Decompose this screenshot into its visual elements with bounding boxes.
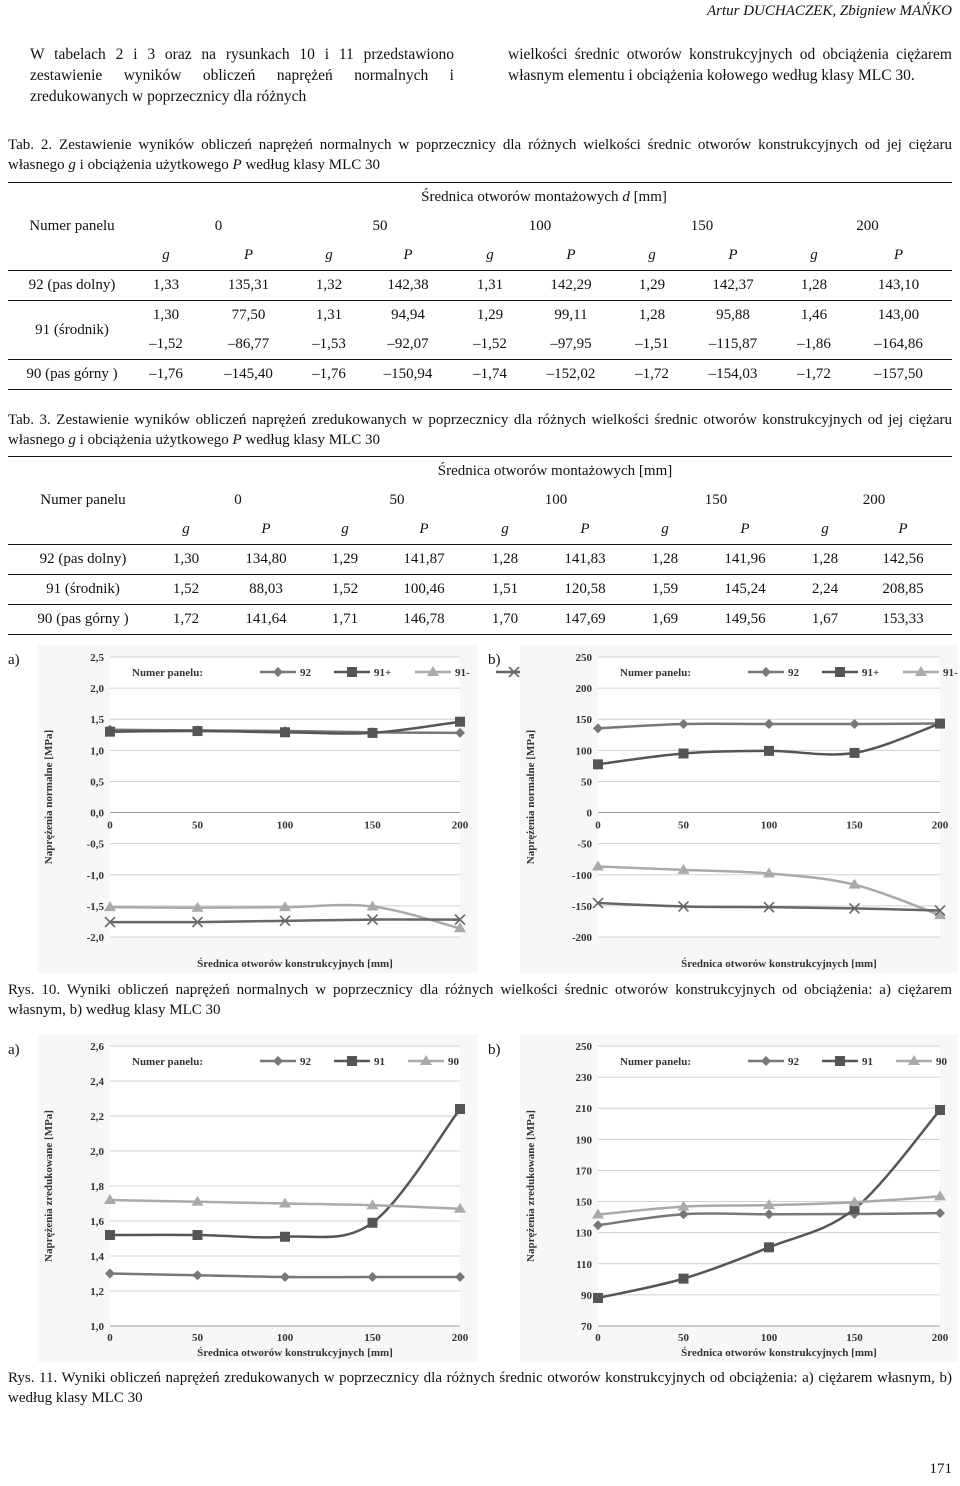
y-tick-label: 130 <box>575 1227 592 1240</box>
table-row <box>8 330 952 360</box>
y-tick-label: 1,5 <box>90 714 104 727</box>
data-point-91 <box>935 1105 945 1115</box>
cell: –164,86 <box>845 330 952 360</box>
fig10-letter-b: b) <box>488 652 501 668</box>
x-axis-label: Średnica otworów konstrukcyjnych [mm] <box>681 958 877 970</box>
cell: 142,56 <box>854 545 952 575</box>
legend-entry: 90 <box>936 1056 947 1068</box>
chart-svg <box>520 645 958 973</box>
y-tick-label: 2,0 <box>90 683 104 696</box>
x-tick-label: 50 <box>678 819 689 832</box>
cell: 1,52 <box>318 575 372 605</box>
cell: –154,03 <box>683 360 783 390</box>
cell: 99,11 <box>554 307 588 323</box>
y-tick-label: 2,0 <box>90 1146 104 1158</box>
tab3-load-p: P <box>214 515 318 545</box>
tab2-load-p: P <box>683 241 783 271</box>
tab3-load-g: g <box>476 515 534 545</box>
y-tick-label: 2,2 <box>90 1111 104 1123</box>
tab2-diameter: 0 <box>214 218 223 234</box>
tab2-diameter: 50 <box>372 218 388 234</box>
tab3-load-p: P <box>372 515 476 545</box>
cell: 141,96 <box>694 545 796 575</box>
cell: 1,46 <box>800 307 828 323</box>
cell: 1,30 <box>152 307 180 323</box>
data-point-91 <box>105 1230 115 1240</box>
legend-title: Numer panelu: <box>132 1056 203 1068</box>
legend-marker <box>835 1056 845 1066</box>
cell: 135,31 <box>196 271 301 301</box>
tab2-load-p: P <box>845 241 952 271</box>
row-label: 91 (środnik) <box>8 301 136 360</box>
legend-marker <box>835 667 845 677</box>
cell: 208,85 <box>854 575 952 605</box>
tab2-diameter: 150 <box>690 218 714 234</box>
cell: 1,31 <box>459 271 521 301</box>
data-point-91 <box>593 1293 603 1303</box>
data-point-91+ <box>679 748 689 758</box>
cell: 147,69 <box>534 605 636 635</box>
y-tick-label: 2,5 <box>90 652 104 664</box>
tab3-row-header: Numer panelu <box>40 492 126 508</box>
cell: 1,30 <box>158 545 214 575</box>
y-tick-label: 90 <box>581 1289 592 1302</box>
row-label: 90 (pas górny ) <box>8 605 158 635</box>
cell: –1,76 <box>136 360 196 390</box>
cell: 143,00 <box>877 307 920 323</box>
x-tick-label: 150 <box>364 1332 381 1344</box>
cell: 141,64 <box>214 605 318 635</box>
tab3-diameter: 100 <box>544 492 568 508</box>
cell: 1,71 <box>318 605 372 635</box>
data-point-91+ <box>105 727 115 737</box>
data-point-91 <box>280 1232 290 1242</box>
y-tick-label: -1,5 <box>86 900 104 913</box>
x-tick-label: 0 <box>107 819 113 832</box>
legend-entry: 91- <box>943 667 958 679</box>
cell: 1,70 <box>476 605 534 635</box>
cell: 145,24 <box>694 575 796 605</box>
y-tick-label: -0,5 <box>86 838 104 851</box>
tab3-load-p: P <box>534 515 636 545</box>
intro-left-column: W tabelach 2 i 3 oraz na rysunkach 10 i 11 przedstawiono zestawienie wyników obliczeń naprężeń normalnych i zredukowanych w poprzecznicy dla różnych <box>30 46 454 105</box>
tab3-load-g: g <box>158 515 214 545</box>
y-tick-label: 50 <box>581 776 592 789</box>
tab2-load-p: P <box>521 241 621 271</box>
cell: –1,53 <box>301 330 357 360</box>
cell: 1,28 <box>638 307 666 323</box>
y-tick-label: 250 <box>575 652 592 664</box>
tab3-group-header: Średnica otworów montażowych [mm] <box>158 457 952 487</box>
y-tick-label: 2,4 <box>90 1076 104 1088</box>
tab2-load-p: P <box>357 241 459 271</box>
cell: 142,29 <box>521 271 621 301</box>
cell: 1,72 <box>158 605 214 635</box>
cell: 1,29 <box>621 271 683 301</box>
y-tick-label: 200 <box>575 683 592 696</box>
x-tick-label: 200 <box>451 1332 469 1344</box>
cell: 1,31 <box>315 307 343 323</box>
tab3-load-g: g <box>796 515 854 545</box>
legend-title: Numer panelu: <box>620 667 691 679</box>
legend-entry: 91 <box>374 1056 385 1068</box>
tab2-row-header: Numer panelu <box>29 218 115 234</box>
tab3-diameter: 150 <box>704 492 728 508</box>
x-tick-label: 100 <box>276 819 294 832</box>
x-tick-label: 150 <box>846 1332 863 1344</box>
legend-entry: 91+ <box>862 667 880 679</box>
x-tick-label: 50 <box>678 1332 689 1344</box>
y-tick-label: 250 <box>575 1041 592 1053</box>
tab2-load-g: g <box>783 241 845 271</box>
cell: 1,29 <box>318 545 372 575</box>
cell: –1,51 <box>621 330 683 360</box>
y-tick-label: 190 <box>575 1134 592 1147</box>
data-point-91+ <box>593 759 603 769</box>
cell: 149,56 <box>694 605 796 635</box>
table-row <box>8 271 952 301</box>
cell: 142,38 <box>357 271 459 301</box>
chart-fig10b <box>520 645 958 973</box>
legend-entry: 91+ <box>374 667 392 679</box>
y-tick-label: -1,0 <box>86 869 104 882</box>
cell: 1,33 <box>136 271 196 301</box>
y-tick-label: 100 <box>575 745 592 758</box>
data-point-91+ <box>193 726 203 736</box>
row-label: 90 (pas górny ) <box>8 360 136 390</box>
x-axis-label: Średnica otworów konstrukcyjnych [mm] <box>197 958 393 970</box>
cell: 1,52 <box>158 575 214 605</box>
cell: 146,78 <box>372 605 476 635</box>
cell: 141,87 <box>372 545 476 575</box>
cell: 142,37 <box>683 271 783 301</box>
y-tick-label: -200 <box>571 932 592 944</box>
y-tick-label: 210 <box>575 1103 592 1116</box>
row-label: 92 (pas dolny) <box>8 271 136 301</box>
running-header: Artur DUCHACZEK, Zbigniew MAŃKO <box>706 3 952 19</box>
y-tick-label: -50 <box>577 838 592 851</box>
cell: 1,59 <box>636 575 694 605</box>
cell: 1,28 <box>783 271 845 301</box>
page-number: 171 <box>929 1461 952 1477</box>
tab2-caption: Tab. 2. Zestawienie wyników obliczeń naprężeń normalnych w poprzecznicy dla różnych wielkości średnic otworów konstrukcyjnych od jej ciężaru własnego g i obciążenia użytkowego P według klasy MLC 30 <box>8 137 952 173</box>
cell: –1,76 <box>301 360 357 390</box>
table-row <box>8 605 952 635</box>
tab2-load-g: g <box>621 241 683 271</box>
legend-title: Numer panelu: <box>620 1056 691 1068</box>
y-tick-label: 70 <box>581 1321 592 1333</box>
y-tick-label: 110 <box>576 1258 592 1271</box>
x-axis-label: Średnica otworów konstrukcyjnych [mm] <box>681 1347 877 1359</box>
y-axis-label: Naprężenia normalne [MPa] <box>525 729 537 865</box>
cell: 120,58 <box>534 575 636 605</box>
y-tick-label: -100 <box>571 869 592 882</box>
tab3-caption: Tab. 3. Zestawienie wyników obliczeń naprężeń zredukowanych w poprzecznicy dla różnych wielkości średnic otworów konstrukcyjnych od jej ciężaru własnego g i obciążenia użytkowego P według klasy MLC 30 <box>8 412 952 448</box>
cell: –97,95 <box>521 330 621 360</box>
table-row <box>8 575 952 605</box>
cell: 1,32 <box>301 271 357 301</box>
cell: –1,52 <box>459 330 521 360</box>
cell: 1,69 <box>636 605 694 635</box>
y-tick-label: 0,0 <box>90 807 104 820</box>
tab3-diameter: 0 <box>234 492 242 508</box>
chart-svg <box>520 1034 958 1362</box>
x-tick-label: 200 <box>931 1332 949 1344</box>
fig10-caption-text: Rys. 10. Wyniki obliczeń naprężeń normalnych w poprzecznicy dla różnych wielkości średnic otworów konstrukcyjnych od obciążenia: a) ciężarem własnym, b) według klasy MLC 30 <box>8 982 952 1018</box>
cell: –1,72 <box>783 360 845 390</box>
y-tick-label: 1,4 <box>90 1251 104 1263</box>
y-tick-label: 230 <box>575 1072 592 1085</box>
tab2-diameter: 100 <box>528 218 552 234</box>
cell: –1,86 <box>783 330 845 360</box>
tab3-load-p: P <box>694 515 796 545</box>
x-tick-label: 0 <box>595 1332 601 1344</box>
fig11-caption: Rys. 11. Wyniki obliczeń naprężeń zredukowanych w poprzecznicy dla różnych średnic otworów konstrukcyjnych od obciążenia: a) ciężarem własnym, b) według klasy MLC 30 <box>8 1370 952 1406</box>
legend-entry: 92 <box>788 667 799 679</box>
y-tick-label: 1,6 <box>90 1216 104 1228</box>
cell: 94,94 <box>391 307 425 323</box>
data-point-91 <box>368 1218 378 1228</box>
cell: –92,07 <box>357 330 459 360</box>
tab2-group-header: Średnica otworów montażowych d [mm] <box>136 183 952 213</box>
data-point-91+ <box>368 728 378 738</box>
y-axis-label: Naprężenia zredukowane [MPa] <box>43 1110 55 1262</box>
tab3-diameter: 50 <box>389 492 405 508</box>
tab3-load-g: g <box>636 515 694 545</box>
cell: 143,10 <box>845 271 952 301</box>
chart-svg <box>38 1034 478 1362</box>
legend-entry: 91 <box>862 1056 873 1068</box>
x-tick-label: 150 <box>846 819 863 832</box>
cell: 100,46 <box>372 575 476 605</box>
x-tick-label: 50 <box>192 819 203 832</box>
y-tick-label: 2,6 <box>90 1041 104 1053</box>
y-tick-label: -150 <box>571 900 592 913</box>
legend-entry: 92 <box>300 1056 311 1068</box>
x-tick-label: 100 <box>760 1332 778 1344</box>
legend-marker <box>347 1056 357 1066</box>
data-point-91+ <box>850 748 860 758</box>
cell: 77,50 <box>231 307 266 323</box>
table-row <box>8 301 952 331</box>
x-tick-label: 150 <box>364 819 381 832</box>
data-point-91 <box>455 1104 465 1114</box>
row-label: 91 (środnik) <box>8 575 158 605</box>
legend-entry: 91- <box>455 667 470 679</box>
intro-right-column: wielkości średnic otworów konstrukcyjnych od obciążenia ciężarem własnym elementu i obciążenia kołowego według klasy MLC 30. <box>508 46 952 84</box>
y-axis-label: Naprężenia zredukowane [MPa] <box>525 1110 537 1262</box>
fig11-letter-b: b) <box>488 1042 501 1058</box>
tab2-load-g: g <box>136 241 196 271</box>
cell: 1,28 <box>796 545 854 575</box>
legend-marker <box>347 667 357 677</box>
cell: –157,50 <box>845 360 952 390</box>
tab2-load-g: g <box>459 241 521 271</box>
tab2-table <box>8 182 952 390</box>
cell: –115,87 <box>683 330 783 360</box>
x-tick-label: 0 <box>107 1332 113 1344</box>
cell: 153,33 <box>854 605 952 635</box>
cell: –1,72 <box>621 360 683 390</box>
data-point-91+ <box>764 746 774 756</box>
tab2-diameter: 200 <box>856 218 879 234</box>
data-point-91 <box>193 1230 203 1240</box>
cell: 95,88 <box>716 307 750 323</box>
tab3-diameter: 200 <box>862 492 886 508</box>
table-row <box>8 545 952 575</box>
tab3-load-g: g <box>318 515 372 545</box>
data-point-91+ <box>280 727 290 737</box>
cell: 1,28 <box>636 545 694 575</box>
chart-fig10a <box>38 645 478 973</box>
data-point-91+ <box>455 717 465 727</box>
cell: 134,80 <box>214 545 318 575</box>
legend-entry: 92 <box>788 1056 799 1068</box>
cell: 88,03 <box>214 575 318 605</box>
fig11-letter-a: a) <box>8 1042 20 1058</box>
cell: 1,67 <box>796 605 854 635</box>
cell: 1,51 <box>476 575 534 605</box>
tab3-table <box>8 456 952 635</box>
cell: 2,24 <box>796 575 854 605</box>
tab3-load-p: P <box>854 515 952 545</box>
chart-fig11a <box>38 1034 478 1362</box>
fig10-letter-a: a) <box>8 652 20 668</box>
x-axis-label: Średnica otworów konstrukcyjnych [mm] <box>197 1347 393 1359</box>
y-tick-label: 1,0 <box>90 745 104 758</box>
x-tick-label: 50 <box>192 1332 203 1344</box>
y-tick-label: 0,5 <box>90 776 104 789</box>
y-tick-label: 1,0 <box>90 1321 104 1333</box>
legend-title: Numer panelu: <box>132 667 203 679</box>
y-tick-label: 150 <box>575 714 592 727</box>
row-label: 92 (pas dolny) <box>8 545 158 575</box>
y-tick-label: 150 <box>575 1196 592 1209</box>
y-tick-label: 1,8 <box>90 1181 104 1193</box>
cell: 1,28 <box>476 545 534 575</box>
data-point-91 <box>764 1242 774 1252</box>
cell: –86,77 <box>196 330 301 360</box>
cell: 1,29 <box>476 307 504 323</box>
x-tick-label: 200 <box>451 819 469 832</box>
y-tick-label: 170 <box>575 1165 592 1178</box>
x-tick-label: 100 <box>760 819 778 832</box>
cell: 141,83 <box>534 545 636 575</box>
y-axis-label: Naprężenia normalne [MPa] <box>43 729 55 865</box>
data-point-91+ <box>935 719 945 729</box>
chart-fig11b <box>520 1034 958 1362</box>
tab2-load-g: g <box>301 241 357 271</box>
y-tick-label: 0 <box>586 807 592 820</box>
cell: –152,02 <box>521 360 621 390</box>
x-tick-label: 200 <box>931 819 949 832</box>
plot-area <box>110 657 460 937</box>
plot-area <box>598 1046 940 1326</box>
chart-svg <box>38 645 478 973</box>
table-row <box>8 360 952 390</box>
cell: –1,52 <box>136 330 196 360</box>
legend-entry: 90 <box>448 1056 459 1068</box>
x-tick-label: 0 <box>595 819 601 832</box>
cell: –1,74 <box>459 360 521 390</box>
tab2-load-p: P <box>196 241 301 271</box>
cell: –145,40 <box>196 360 301 390</box>
cell: –150,94 <box>357 360 459 390</box>
legend-entry: 92 <box>300 667 311 679</box>
x-tick-label: 100 <box>276 1332 294 1344</box>
y-tick-label: 1,2 <box>90 1286 104 1298</box>
y-tick-label: -2,0 <box>86 932 104 944</box>
data-point-91 <box>679 1274 689 1284</box>
